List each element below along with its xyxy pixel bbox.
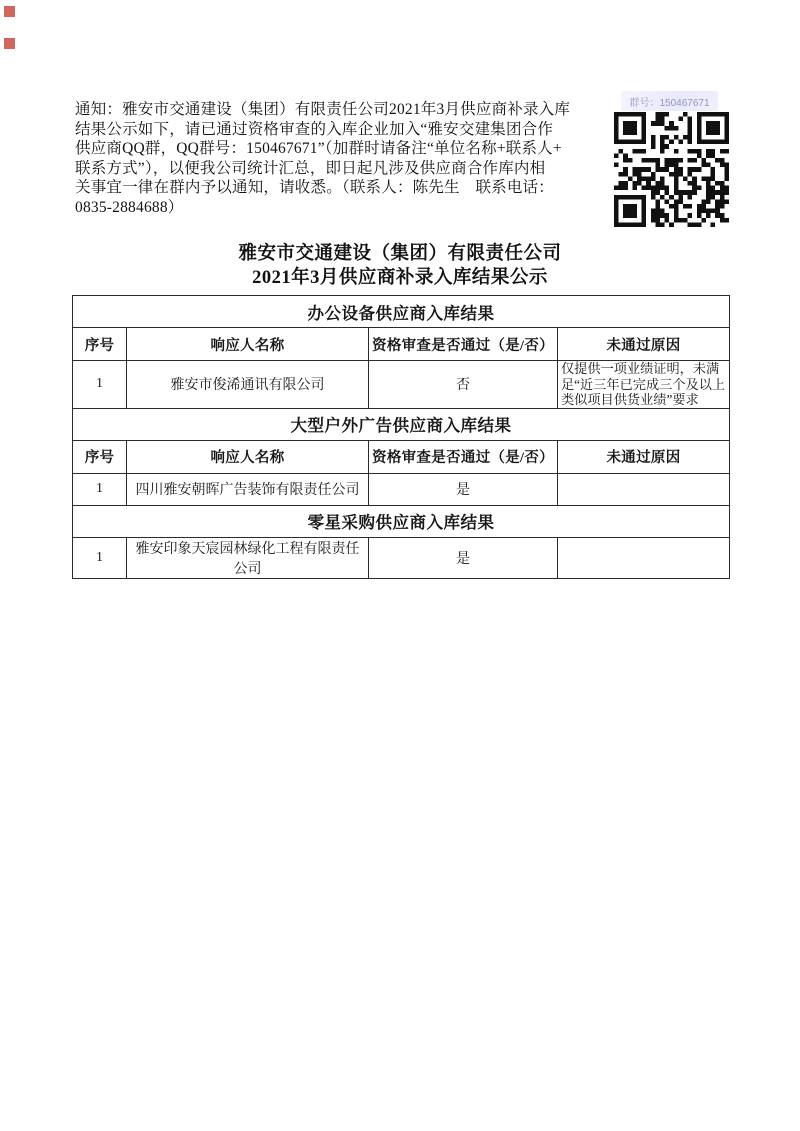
document-title [0, 242, 800, 290]
notice-line-5: 关事宜一律在群内予以通知，请收悉。（联系人：陈先生 联系电话： [75, 179, 554, 197]
notice-line-4: 联系方式”），以便我公司统计汇总，即日起凡涉及供应商合作库内相 [75, 159, 546, 177]
column-header-3: 未通过原因 [558, 328, 730, 361]
cell-fail-reason [558, 473, 730, 505]
cell-serial-no: 1 [73, 361, 127, 409]
column-header-1: 响应人名称 [127, 328, 369, 361]
cell-qualification-pass: 是 [369, 537, 558, 578]
table-row [73, 361, 730, 409]
notice-paragraph [75, 100, 620, 218]
document-title-line1: 雅安市交通建设（集团）有限责任公司 [238, 244, 562, 264]
qq-group-number-badge [621, 91, 718, 111]
notice-line-6: 0835-2884688） [75, 198, 184, 216]
cell-qualification-pass: 否 [369, 361, 558, 409]
section-title-1: 办公设备供应商入库结果 [73, 296, 730, 328]
section-title-3: 零星采购供应商入库结果 [73, 505, 730, 537]
column-header-0: 序号 [73, 440, 127, 473]
table-row [73, 473, 730, 505]
red-stamp-mark-bottom [4, 38, 15, 49]
cell-fail-reason [558, 537, 730, 578]
document-title-line2: 2021年3月供应商补录入库结果公示 [252, 268, 548, 288]
cell-qualification-pass: 是 [369, 473, 558, 505]
column-header-2: 资格审查是否通过（是/否） [369, 440, 558, 473]
cell-fail-reason: 仅提供一项业绩证明，未满足“近三年已完成三个及以上类似项目供货业绩”要求 [558, 361, 730, 409]
qq-group-number-label: 群号：150467671 [629, 97, 710, 109]
notice-line-2: 结果公示如下，请已通过资格审查的入库企业加入“雅安交建集团合作 [75, 120, 554, 138]
column-header-1: 响应人名称 [127, 440, 369, 473]
cell-respondent-name: 雅安市俊浠通讯有限公司 [127, 361, 369, 409]
qq-group-qr-code-icon [614, 112, 729, 227]
red-stamp-mark-top [4, 6, 15, 17]
section-title-row [73, 296, 730, 328]
column-header-3: 未通过原因 [558, 440, 730, 473]
column-header-2: 资格审查是否通过（是/否） [369, 328, 558, 361]
supplier-results-table [72, 295, 730, 579]
table-row [73, 537, 730, 578]
cell-serial-no: 1 [73, 473, 127, 505]
section-title-row [73, 408, 730, 440]
column-header-row [73, 328, 730, 361]
notice-line-3: 供应商QQ群，QQ群号：150467671”（加群时请备注“单位名称+联系人+ [75, 140, 562, 158]
notice-line-1: 通知：雅安市交通建设（集团）有限责任公司2021年3月供应商补录入库 [75, 101, 571, 118]
column-header-0: 序号 [73, 328, 127, 361]
column-header-row [73, 440, 730, 473]
cell-respondent-name: 四川雅安朝晖广告装饰有限责任公司 [127, 473, 369, 505]
section-title-row [73, 505, 730, 537]
cell-serial-no: 1 [73, 537, 127, 578]
section-title-2: 大型户外广告供应商入库结果 [73, 408, 730, 440]
cell-respondent-name: 雅安印象天宸园林绿化工程有限责任公司 [127, 537, 369, 578]
